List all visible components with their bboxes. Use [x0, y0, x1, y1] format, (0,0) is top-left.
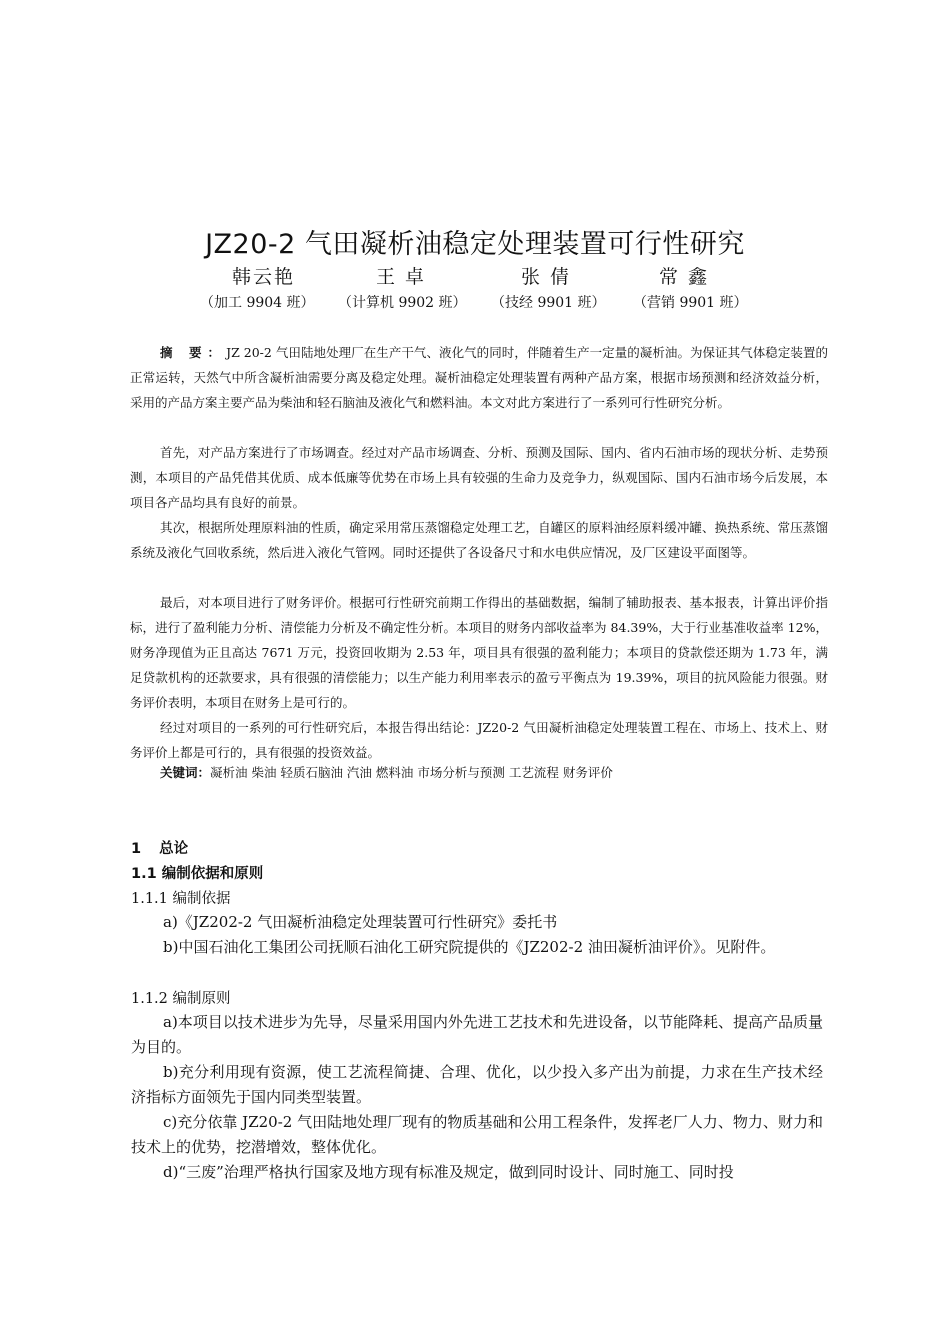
- author-affiliation: （加工 9904 班）: [200, 295, 315, 311]
- keywords-text: 凝析油 柴油 轻质石脑油 汽油 燃料油 市场分析与预测 工艺流程 财务评价: [210, 765, 613, 780]
- abstract-paragraph: 经过对项目的一系列的可行性研究后，本报告得出结论：JZ20-2 气田凝析油稳定处理装置工程在、市场上、技术上、财务评价上都是可行的，具有很强的投资效益。: [130, 720, 828, 760]
- body-paragraph: a)《JZ202-2 气田凝析油稳定处理装置可行性研究》委托书: [163, 913, 558, 931]
- keywords-label: 关键词：: [160, 765, 211, 780]
- abstract-paragraph: 其次，根据所处理原料油的性质，确定采用常压蒸馏稳定处理工艺，自罐区的原料油经原料缓冲罐、换热系统、常压蒸馏系统及液化气回收系统，然后进入液化气管网。同时还提供了各设备尺寸和水电供应情况，及厂区建设平面图等。: [130, 520, 828, 560]
- body-paragraph: a)本项目以技术进步为先导，尽量采用国内外先进工艺技术和先进设备，以节能降耗、提高产品质量为目的。: [131, 1013, 823, 1056]
- section-title: 总论: [159, 841, 189, 857]
- abstract-paragraph: 最后，对本项目进行了财务评价。根据可行性研究前期工作得出的基础数据，编制了辅助报表、基本报表，计算出评价指标，进行了盈利能力分析、清偿能力分析及不确定性分析。本项目的财务内部收益率为 84.39%，大于行业基准收益率 12%，财务净现值为正且高达 7671 万元，投资回收期为 2.53 年，项目具有很强的盈利能力；本项目的贷款偿还期为 1.73 年，满足贷款机构的还款要求，具有很强的清偿能力；以生产能力利用率表示的盈亏平衡点为 19.39%，项目的抗风险能力很强。财务评价表明，本项目在财务上是可行的。: [130, 595, 828, 710]
- author-affiliation: （技经 9901 班）: [491, 295, 606, 311]
- paper-title: JZ20-2 气田凝析油稳定处理装置可行性研究: [205, 229, 745, 260]
- section-number: 1: [131, 841, 142, 857]
- author-name: 韩云艳: [232, 266, 296, 288]
- body-paragraph: c)充分依靠 JZ20-2 气田陆地处理厂现有的物质基础和公用工程条件，发挥老厂人力、物力、财力和技术上的优势，挖潜增效，整体优化。: [131, 1113, 823, 1156]
- author-affiliation: （计算机 9902 班）: [338, 295, 467, 311]
- abstract-label: 摘 要：: [160, 345, 227, 360]
- keywords: [160, 763, 613, 781]
- abstract-paragraph: 首先，对产品方案进行了市场调查。经过对产品市场调查、分析、预测及国际、国内、省内石油市场的现状分析、走势预测，本项目的产品凭借其优质、成本低廉等优势在市场上具有较强的生命力及竞争力，纵观国际、国内石油市场今后发展，本项目各产品均具有良好的前景。: [130, 445, 828, 510]
- subsection-heading: 1.1 编制依据和原则: [131, 866, 264, 882]
- author-name: 张 倩: [521, 266, 572, 288]
- author-name: 王 卓: [376, 266, 427, 288]
- author-name: 常 鑫: [659, 266, 710, 288]
- body-paragraph: d)“三废”治理严格执行国家及地方现有标准及规定，做到同时设计、同时施工、同时投: [163, 1163, 734, 1181]
- body-paragraph: b)充分利用现有资源，使工艺流程简捷、合理、优化，以少投入多产出为前提，力求在生产技术经济指标方面领先于国内同类型装置。: [131, 1063, 823, 1106]
- subsubsection-heading: 1.1.1 编制依据: [131, 891, 231, 907]
- section-heading: [131, 837, 188, 858]
- body-paragraph: b)中国石油化工集团公司抚顺石油化工研究院提供的《JZ202-2 油田凝析油评价》。见附件。: [163, 938, 776, 956]
- abstract-text: JZ 20-2 气田陆地处理厂在生产干气、液化气的同时，伴随着生产一定量的凝析油。为保证其气体稳定装置的正常运转，天然气中所含凝析油需要分离及稳定处理。凝析油稳定处理装置有两种产品方案，根据市场预测和经济效益分析，采用的产品方案主要产品为柴油和轻石脑油及液化气和燃料油。本文对此方案进行了一系列可行性研究分析。: [130, 345, 828, 410]
- author-affiliation: （营销 9901 班）: [633, 295, 748, 311]
- abstract-paragraph: [130, 340, 828, 415]
- subsubsection-heading: 1.1.2 编制原则: [131, 991, 231, 1007]
